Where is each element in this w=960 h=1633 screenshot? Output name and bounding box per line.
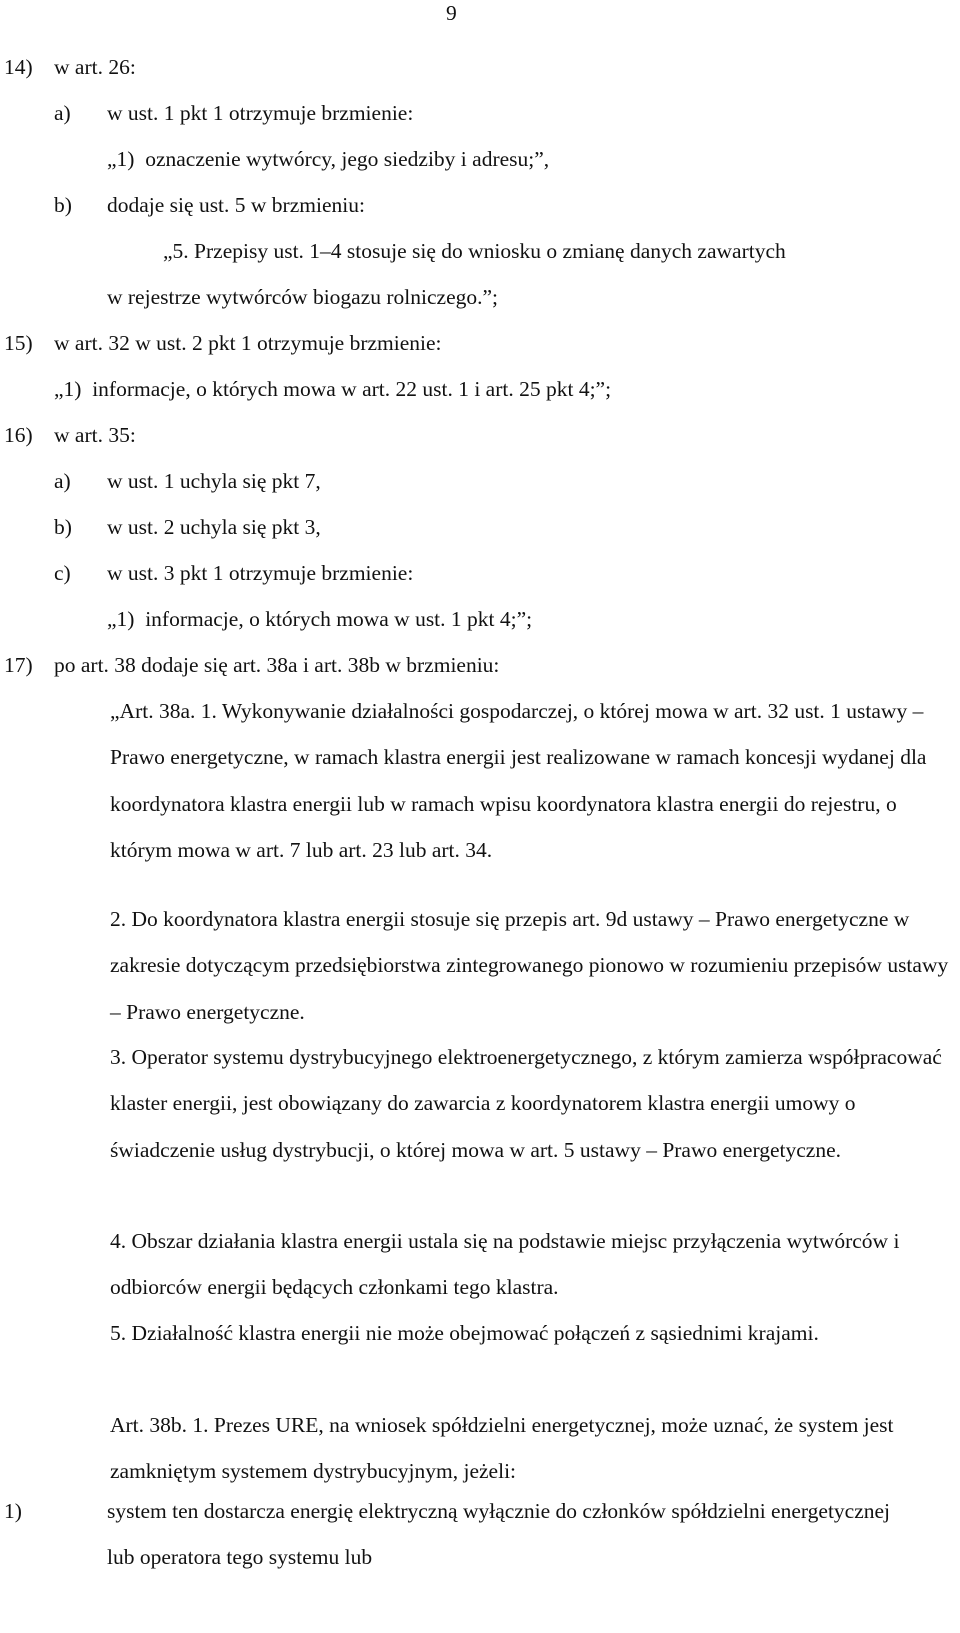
quoted-text: „5. Przepisy ust. 1–4 stosuje się do wniosku o zmianę danych zawartych [163,239,786,263]
art-38a-para-1: „Art. 38a. 1. Wykonywanie działalności gospodarczej, o której mowa w art. 32 ust. 1 ustawy – Prawo energetyczne, w ramach klastra energii jest realizowane w ramach koncesji wydanej dla koordynatora klastra energii lub w ramach wpisu koordynatora klastra energii do rejestru, o którym mowa w art. 7 lub art. 23 lub art. 34. [110,699,927,862]
subitem-letter: a) [54,101,71,125]
subitem-text: w ust. 3 pkt 1 otrzymuje brzmienie: [107,561,414,585]
quoted-text: „1) informacje, o których mowa w art. 22 ust. 1 i art. 25 pkt 4;”; [54,377,612,401]
quoted-text: „1) informacje, o których mowa w ust. 1 pkt 4;”; [107,607,533,631]
quoted-text: „1) oznaczenie wytwórcy, jego siedziby i adresu;”, [107,147,550,171]
item-number: 17) [4,653,33,677]
subitem-text: w ust. 1 uchyla się pkt 7, [107,469,321,493]
subitem-text: w ust. 1 pkt 1 otrzymuje brzmienie: [107,101,414,125]
subitem-letter: a) [54,469,71,493]
subitem-text: dodaje się ust. 5 w brzmieniu: [107,193,365,217]
item-text: w art. 35: [54,423,136,447]
point-number: 1) [4,1499,22,1523]
subitem-letter: b) [54,193,72,217]
art-38a-para-4: 4. Obszar działania klastra energii ustala się na podstawie miejsc przyłączenia wytwórców i odbiorców energii będących członkami tego klastra. [110,1229,900,1300]
art-38a-para-2: 2. Do koordynatora klastra energii stosuje się przepis art. 9d ustawy – Prawo energetyczne w zakresie dotyczącym przedsiębiorstwa zintegrowanego pionowo w rozumieniu przepisów ustawy – Prawo energetyczne. [110,907,949,1024]
art-38b-para-1: Art. 38b. 1. Prezes URE, na wniosek spółdzielni energetycznej, może uznać, że system jest zamkniętym systemem dystrybucyjnym, jeżeli: [110,1413,894,1484]
item-text: po art. 38 dodaje się art. 38a i art. 38b w brzmieniu: [54,653,500,677]
quoted-text: w rejestrze wytwórców biogazu rolniczego.”; [107,285,499,309]
item-number: 16) [4,423,33,447]
art-38a-para-3: 3. Operator systemu dystrybucyjnego elektroenergetycznego, z którym zamierza współpracować klaster energii, jest obowiązany do zawarcia z koordynatorem klastra energii umowy o świadczenie usług dystrybucji, o której mowa w art. 5 ustawy – Prawo energetyczne. [110,1045,942,1162]
point-text: system ten dostarcza energię elektryczną wyłącznie do członków spółdzielni energetycznej lub operatora tego systemu lub [107,1499,891,1570]
item-number: 14) [4,55,33,79]
subitem-letter: c) [54,561,71,585]
subitem-letter: b) [54,515,72,539]
page-number: 9 [446,1,457,25]
art-38a-para-5: 5. Działalność klastra energii nie może obejmować połączeń z sąsiednimi krajami. [110,1321,819,1345]
item-number: 15) [4,331,33,355]
item-text: w art. 32 w ust. 2 pkt 1 otrzymuje brzmienie: [54,331,442,355]
subitem-text: w ust. 2 uchyla się pkt 3, [107,515,321,539]
item-text: w art. 26: [54,55,136,79]
